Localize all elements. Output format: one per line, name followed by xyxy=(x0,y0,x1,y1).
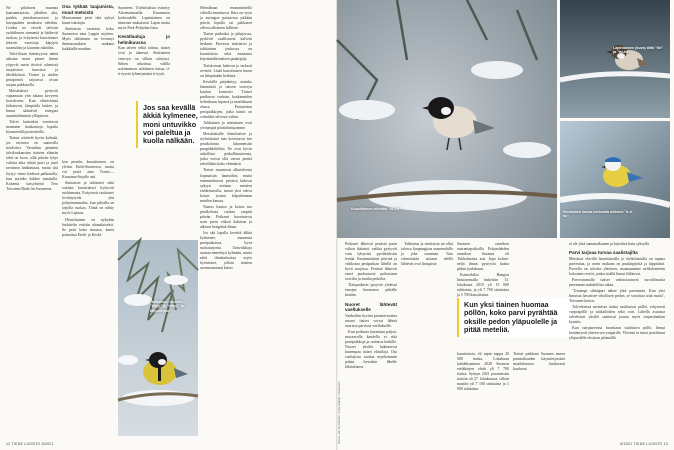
paragraph: Keväällä pärjääntyy, aurinko lämmittää ja tiaisen viserryn kuuluu konsertti. Tiaiset parikuvat varhain, koskimaiden helmikuun lopussa ja maaliskuun alussa. Pariasettuu pesäpaikkojen, jotka toimii on valmiiksi talvesta valitut. xyxy=(200,79,252,119)
right-page xyxy=(337,0,674,450)
paragraph: Kun poikasia kuoriutuu paljon, seuraavalla kaudella ei riitä pesäpaikkoja ja ravintoa kaikille. Nuoret yksilöt hakeutuvat kauempaa tiaiset elintiloja. Osa vaeltajista saattaa myöhemmin palata hyvinkin lähelle lähtöalueen. xyxy=(345,329,397,370)
left-column-2-top xyxy=(62,4,114,101)
left-column-1 xyxy=(6,6,58,438)
paragraph: Tiaiset puiksiksi jo pihajoissa, pyrkivät osallistuvat kalvein hetkeen. Parvessa sinitiaiset ja talitiaisten joukossa on kuusitiaisia sekä muutama käyrämökkimäisen puukiipijä. xyxy=(200,32,252,62)
paragraph: Suomeen. Töyhtötiaisia esiintyy Ahvenanmaalla Kuusamon korkeudelle. Lapintiainen on nimensä mukaisesti Lapin mutta myös Perä-Pohjolan lintu. xyxy=(118,6,170,31)
photo-caption: Sinitiainen laulaa korkealla helisten "ti-ti-tsi". xyxy=(563,210,634,219)
page-footer-left: 12 TIEDE LUONTO 8/2021 xyxy=(6,442,54,446)
photo-caption: Lapintiainen (kuva) tiiltti "titi" ja "tsi-tsi". xyxy=(613,46,664,55)
paragraph: Talitiaisia ja sinitiaisia on ollut talossa kaupungissa maaseudulle ja joka suuntaan. Taas viimeistään taivaan edellä lähtevät ovat lintupiste. xyxy=(401,242,453,267)
paragraph: Metsätiaisille hömötiaiset ja töyhtötiaiset taas kovertavat itse pesäkolonsa lahonneisiin puupökkelöihin. Ne ovat hyvin uskollisia paikallisuuteensa, jotka voivat olla varsin pieniä talvellakin koko elämänsä. xyxy=(200,132,252,167)
pull-quote-text: Kun yksi tiainen huomaa pöllön, koko parvi pyrähtää oksille pedon yläpuolelle ja pitää meteliä. xyxy=(464,300,558,334)
page-footer-right: 8/2021 TIEDE LUONTO 13 xyxy=(620,442,668,446)
paragraph: Maassamme pesii tätä nykyä kuusi tiaislajia. xyxy=(62,16,114,26)
paragraph: Tiaiset paikkaat Suomen ennen pesimäkauden käynnistymistä maaliskuussa luultavasti kuuluvat. xyxy=(513,352,565,372)
paragraph: Sinitiaiset ja talitiaiset sekä osittain kuusitiaiset hyötyvät ruokinnasta. Erityisesti sinitiaiset levittäytyvät yhä pohjoisemmaksi, kun pihoilla on tarjolla ruokaa. Tämä on nähty myös Lapissa. xyxy=(62,181,114,216)
section-heading: Osa tykkää taajamista, muut metsistä xyxy=(62,4,114,15)
photo-credits: Kuvat: Jan Nordström, Juha Sääski / Vastavalo xyxy=(337,381,341,444)
photo-caption: Kuusitiainen viheltää "tit-iuy". xyxy=(351,207,403,211)
right-column-2 xyxy=(401,242,453,436)
paragraph: Naaras hautoo ja koiras tuo pesäkolosta ruokaa ympäri päivän. Poikaset kuoriutuvat noin parin viikon kuluttua ja alkavat hengittää ilmaa. xyxy=(200,204,252,229)
paragraph: kon pieniin, kuusitiainen, on yleisin Etelä-Suomessa, mutta voi pesiä aina Tornio—Kuusamo-linjalle asti. xyxy=(62,160,114,180)
paragraph: Tiaispoikaset pysyvät yhdessä emojen huomassa pitkälle kesään. xyxy=(345,283,397,298)
paragraph: Kun tiaisparvessa havaitaan saalistava pöllö, linnut kerääntyvät yhteen sen ympärille. Yleensä se innoi petolinnut yläpuolelle oksiston pitämällä xyxy=(569,326,665,341)
paragraph: Tiaiskoiraat hakevat jo tarkasti reviiriä. Lisää kuusitiaisen huom on lämpimään hetkistä. xyxy=(200,63,252,78)
paragraph: Sinitiaista tavataan koko Suomessa aina Lappia myöten. Myös talitiainen on levinnyt ihmisasutuksen mukana kaikkialle maahan. xyxy=(62,27,114,52)
right-column-1 xyxy=(345,242,397,436)
right-column-5 xyxy=(569,242,665,436)
right-column-3-bottom xyxy=(457,352,509,436)
paragraph: Poikaset lähtevät pesästä parin viikon ikäisinä, vaikka pystyvät vain lyhyisiin pyrähdyksiin lentää. Ensimmäisinä päivinä ja viikkoina pesäpaikan lähellä on hyvä suojassa. Pesästä lähtevät emot puolustavat poikasiaan oravilta ja muilta pedoilta. xyxy=(345,242,397,282)
siberian-tit-panel xyxy=(560,0,670,118)
left-column-2-bottom xyxy=(62,160,114,238)
pull-quote-right xyxy=(457,298,571,337)
paragraph: Vanhoihin hyvinä pesimävuosina nuoret tiaiset voivat lähteä suurissa parvissa vaellukselle. xyxy=(345,313,397,328)
paragraph: ei ole yhtä samanaikainen ja käyttävä kuin syksyllä. xyxy=(569,242,650,246)
paragraph: Talvi-iltaan hämäryyssä näinä aikoina muut pienet linnut yöpyvät usein tiiviisti ryhmissä suojaisissa kuusissa ja tiheikköissä. Tiaiset ja niiden pesäpöntöt tarjoavat oivan suojan pakkasella. xyxy=(6,52,58,87)
photo-caption: Talitiainen, sininen "tiltyy" ja "titityy" ja kirjosieppo. xyxy=(150,300,184,313)
paragraph: Parveutumalla tiaiset valmistautuvat turvallisuutta paremmin mahdollista aikaa. xyxy=(569,277,665,287)
section-heading: Kevätlauluja jo helmikuussa xyxy=(118,34,170,45)
great-tit-photo xyxy=(118,240,198,436)
section-heading: Nuoret lähtevät vaellukselle xyxy=(345,301,397,313)
paragraph: Talvehtiessa metsässä tiaisia saalistavat pöllöt, erityisesti varpuspöllö ja sääksilöiden sekä ovat. Lähellä asutusta talvehtivat yksilöt saattavat joutua myös varpushaukan kynsiin. xyxy=(569,305,665,325)
left-column-3-top xyxy=(118,6,170,96)
paragraph: Ne pilottavat muonaa kaarnanraoista, jäkälien alta, puiden pintakasvustoon ja havupuiden neulasten väleihin. Lisäksi ne etsivät talvisin syödäkseen siemeniä ja kätkevät ruokaa, ja erityisesti kuusitiaiset tekevät varastoja käpyjen suomuihin ja kaarnan rakoihin. xyxy=(6,6,58,51)
section-heading: Parvi tarjoaa turvaa saalistajilta xyxy=(569,250,638,256)
pull-quote-left xyxy=(136,101,208,148)
paragraph: Hömötiainen on nykyään luokiteltu erittäin uhanalaiseksi. Se pesii koko maassa, kanta painottuu Etelä- ja Keski- xyxy=(62,217,114,237)
paragraph: "Useampi silmäpari näkee yhtä paremmin. Kun yksi lintuista havaitsee vihollisen pedon, se varoittaa siitä muita", Toivanen kertoo. xyxy=(569,288,665,304)
paragraph: Tiaiset muuttavat alkutalvesta hajanaisiin laumoihin, mutta ensimmäisessä pesässä kuluvat syksyn mittaan metsien eteläreunoilla, missä yksi vahva koiras joutuu kilpailemaan muiden kanssa. xyxy=(200,168,252,203)
paragraph: Metsätiaiset pystyvät vajaamaan yön aikana kevyeen horrokseen. Kun elimistönsä hidastuvat, lämpötila laskee, ja linnut säästävät energiaa ruumiinlämmön ylläpitoon. xyxy=(6,88,58,118)
tits-photo-collage xyxy=(337,0,670,238)
paragraph: Talvet kuitenkin verottavat maamme tiaiskantoja lopulta kymmenillä prosenteilla. xyxy=(6,120,58,135)
paragraph: Talitiainen ja sinitiainen ovat yleisimpiä pönttölintujamme. xyxy=(200,121,252,131)
paragraph: Kun talven selkä taittuu, tiaiset ovat jo äänessä. Sinitiainen viserryn on silloin siirtynyt. Siihen sekoittuu välillä soitinmenon talitiaisen tuttua, ti-ti-tyystä lyhentymänä ti-tyytä. xyxy=(118,46,170,76)
right-column-4-bottom xyxy=(513,352,565,436)
paragraph: Suomen rannikon suurantapaikoilla Pohjanlahden rannikon Suomea eli Tukholmasta asti. Jopa kolme-neljä ilman pystyvää tiaista pitkin joulukuun. xyxy=(457,242,509,272)
paragraph: Metsässä elävillä hömötiaisilla ja töyhtötiaisilla on tapana parveutua, ja usein mukana on puukiipijöitä ja hippiäisiä. Parvella on talvisin yhteinen, maamaamme nelikilometrin kokoinen reviiri, jonka sisällä linnut liikkuvat. xyxy=(569,256,665,276)
paragraph: Jos sää lopulla kevättä äkkiä kylmenee, maaseuta pesäpaikoissa hyvä ruokatarjonta. Untuvikkoja saattaa menehtyä kylmään, mutta niitä ilmakarkottaa myös hyönteiset, jolloin tiaisten ravinnonsaanti kärsii. xyxy=(200,231,252,271)
paragraph: Helmikuun ensimmäisellä viikolla muuttuvat. Ilma on vyyn ja auringon paistaessa pitkään päivin lopulla tai pakkasen ollessa alhainen hillitsee. xyxy=(200,6,252,31)
paragraph: kuusitiaisia, eli nipin nappa 20 000 tiaista. Lokakuun kahdeksantena 2020 Suomen eteläkärjen ohitti yli 7 700 tiaista. Syksyn 2021 parastaisiin tiaisiin oli 27. lokakuussa, silloin mastiin yli 7 100 sinitiaista ja 1 900 talitiaista. xyxy=(457,352,509,392)
pull-quote-text: Jos saa kevällä äkkiä kylmenee, moni untuvikko voi paleltua ja kuolla nälkään. xyxy=(143,103,198,146)
right-column-3-top xyxy=(457,242,509,298)
paragraph: Tiaiset siirtävät hyvin kylmää, jos ravintoa on saatavilla riittävästi. Varsinkin pimeinä talvikuukausina tiaisten elämän tahti on kova, sillä päivän lyhyt valoisa aika riittää juuri ja juuri ravinnon hankintaan, mutta sitä löytyy viime kädessä pakkasella, kun aurinko kulkee matalalla. Kokenut tiaisyhteisö Tero Toivanen Birdi.fin Suomessa. xyxy=(6,136,58,191)
paragraph: Esimerkiksi Hangon lintuasemalla laskettiin 13. lokakuuta 2019 yli 15 000 talitiaista, ja yli 7 700 sinitiaista ja 5 700 kuusitiaista. xyxy=(457,273,509,298)
left-column-4 xyxy=(200,6,252,438)
